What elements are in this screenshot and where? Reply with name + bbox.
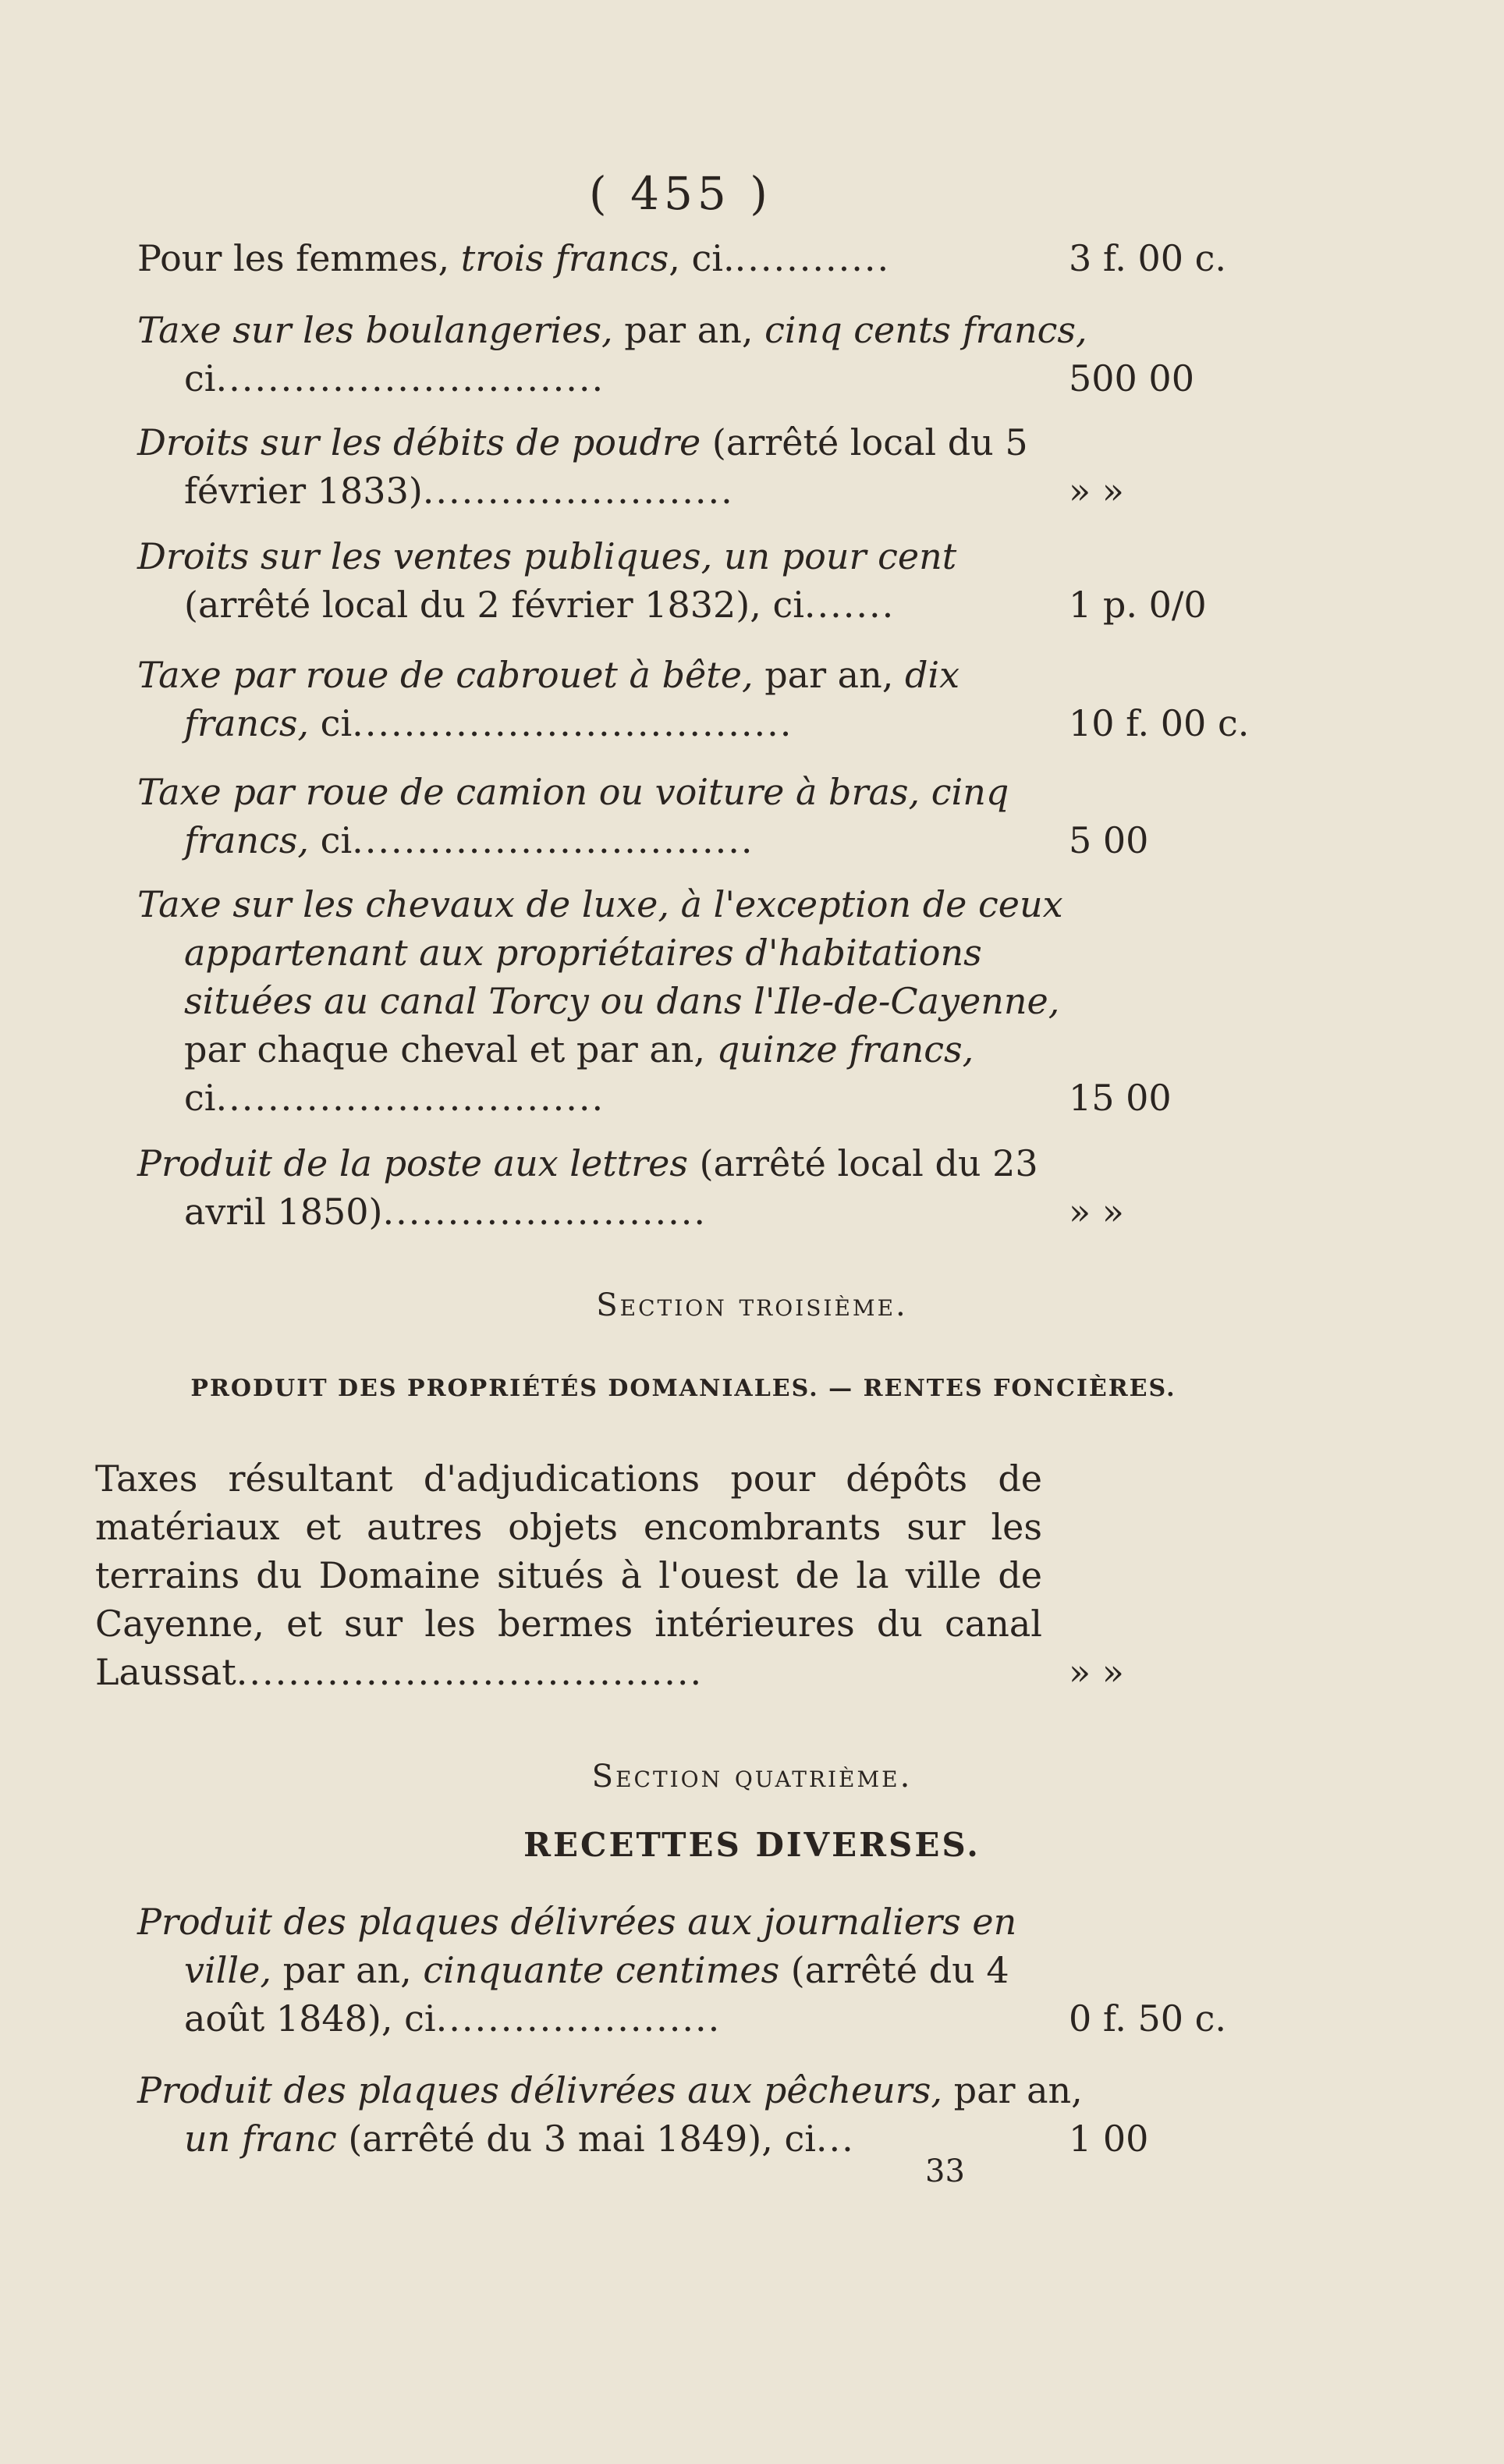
entry-pecheurs: Produit des plaques délivrées aux pêcheurs, par an, un franc (arrêté du 3 mai 1849), ci... <box>137 2069 1083 2160</box>
section-subheading: RECETTES DIVERSES. <box>523 1826 981 1864</box>
paragraph-taxes: Taxes résultant d'adjudications pour dépôts de matériaux et autres objets encombrants sur les terrains du Domaine situés à l'ouest de la ville de Cayenne, et sur les bermes intérieures du canal Laussat.................................... <box>95 1457 1042 1693</box>
entry-camion: Taxe par roue de camion ou voiture à bras, cinq francs, ci............................... <box>137 771 1009 861</box>
amount: » » <box>1069 1651 1124 1693</box>
amount: » » <box>1069 470 1124 512</box>
amount: 0 f. 50 c. <box>1069 1997 1227 2040</box>
entry-cabrouet: Taxe par roue de cabrouet à bête, par an, dix francs, ci.................................. <box>137 654 960 744</box>
amount: 15 00 <box>1069 1077 1172 1119</box>
section-heading: Section troisième. <box>596 1287 908 1323</box>
amount: » » <box>1069 1191 1124 1233</box>
entry-boulangeries: Taxe sur les boulangeries, par an, cinq cents francs, ci.............................. <box>137 309 1087 399</box>
entry-journaliers: Produit des plaques délivrées aux journaliers en ville, par an, cinquante centimes (arrêté du 4 août 1848), ci...................... <box>137 1901 1017 2040</box>
entry-poste: Produit de la poste aux lettres (arrêté local du 23 avril 1850)......................... <box>137 1142 1038 1233</box>
page-number: ( 455 ) <box>589 167 772 220</box>
amount: 500 00 <box>1069 357 1194 399</box>
entry-poudre: Droits sur les débits de poudre (arrêté local du 5 février 1833)........................ <box>137 421 1028 512</box>
section-subheading: PRODUIT DES PROPRIÉTÉS DOMANIALES. — RENTES FONCIÈRES. <box>190 1375 1176 1402</box>
amount: 3 f. 00 c. <box>1069 237 1227 279</box>
entry-femmes: Pour les femmes, trois francs, ci............. <box>137 237 891 279</box>
amount: 1 p. 0/0 <box>1069 584 1207 626</box>
amount: 1 00 <box>1069 2118 1149 2160</box>
section-heading: Section quatrième. <box>591 1759 913 1795</box>
amount: 10 f. 00 c. <box>1069 702 1250 744</box>
entry-chevaux: Taxe sur les chevaux de luxe, à l'exception de ceux appartenant aux propriétaires d'habitations situées au canal Torcy ou dans l'Ile-de-Cayenne, par chaque cheval et par an, quinze francs, ci.............................. <box>137 883 1063 1119</box>
signature-mark: 33 <box>925 2153 965 2189</box>
amount: 5 00 <box>1069 819 1149 861</box>
entry-ventes: Droits sur les ventes publiques, un pour cent (arrêté local du 2 février 1832), ci....... <box>137 535 957 626</box>
